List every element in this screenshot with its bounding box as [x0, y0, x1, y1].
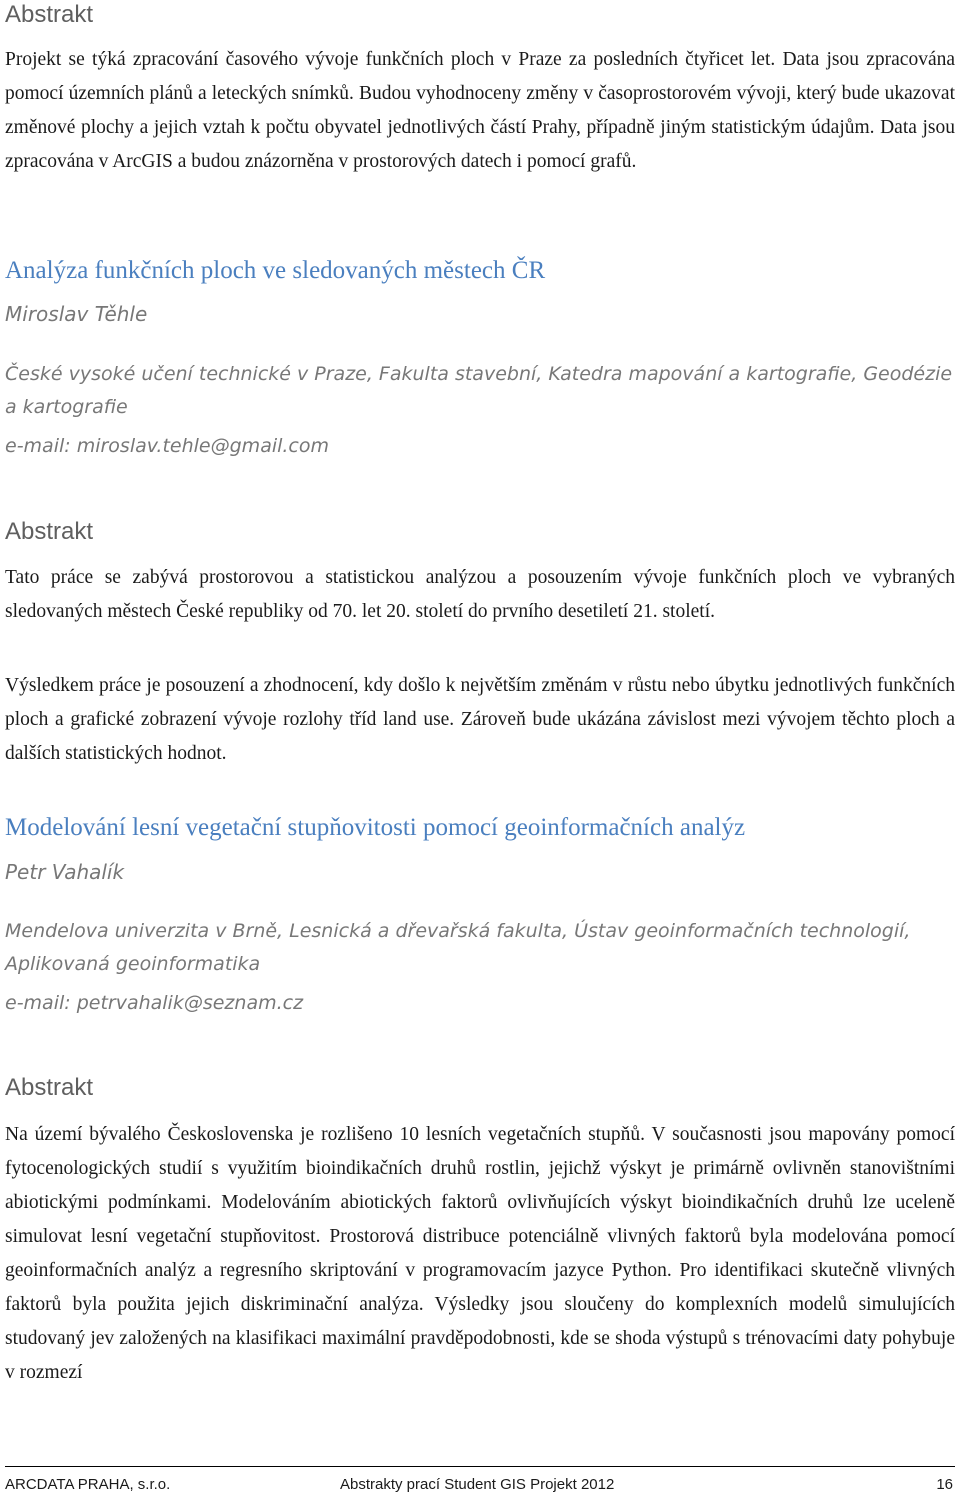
page-number: 16 — [936, 1476, 953, 1493]
article-title: Analýza funkčních ploch ve sledovaných městech ČR — [5, 257, 546, 284]
abstract-paragraph: Na území bývalého Československa je rozlišeno 10 lesních vegetačních stupňů. V současnosti jsou mapovány pomocí fytocenologických studií s využitím bioindikačních druhů rostlin, jejichž výskyt je primárně ovlivněn stanovištními abiotickými podmínkami. Modelováním abiotických faktorů ovlivňujících výskyt bioindikačních druhů lze uceleně simulovat lesní vegetační stupňovitost. Prostorová distribuce potenciálně vlivných faktorů byla modelována pomocí geoinformačních analýz a regresního skriptování v programovacím jazyce Python. Pro identifikaci skutečně vlivných faktorů byla použita jejich diskriminační analýza. Výsledky jsou sloučeny do komplexních modelů simulujících studovaný jev založených na klasifikaci maximální pravděpodobnosti, kde se shoda výstupů s trénovacími daty pohybuje v rozmezí — [5, 1124, 955, 1383]
page-footer — [5, 1466, 955, 1493]
abstract-heading: Abstrakt — [5, 1, 94, 28]
abstract-paragraph: Projekt se týká zpracování časového vývoje funkčních ploch v Praze za posledních čtyřicet let. Data jsou zpracována pomocí územních plánů a leteckých snímků. Budou vyhodnoceny změny v časoprostorovém vývoji, který bude ukazovat změnové plochy a jejich vztah k počtu obyvatel jednotlivých částí Prahy, případně jiným statistickým údajům. Data jsou zpracována v ArcGIS a budou znázorněna v prostorových datech i pomocí grafů. — [5, 49, 955, 172]
author-email: e-mail: petrvahalik@seznam.cz — [5, 992, 304, 1014]
author-email: e-mail: miroslav.tehle@gmail.com — [5, 435, 330, 457]
article-title: Modelování lesní vegetační stupňovitosti pomocí geoinformačních analýz — [5, 814, 746, 841]
abstract-heading: Abstrakt — [5, 518, 94, 545]
footer-publisher: ARCDATA PRAHA, s.r.o. — [5, 1476, 171, 1493]
abstract-heading: Abstrakt — [5, 1074, 94, 1101]
article-affiliation: Mendelova univerzita v Brně, Lesnická a dřevařská fakulta, Ústav geoinformačních technologií, Aplikovaná geoinformatika — [5, 920, 911, 975]
article-author: Petr Vahalík — [5, 860, 125, 884]
article-affiliation: České vysoké učení technické v Praze, Fakulta stavební, Katedra mapování a kartografie, Geodézie a kartografie — [5, 363, 953, 418]
article-author: Miroslav Těhle — [5, 302, 148, 326]
footer-publication: Abstrakty prací Student GIS Projekt 2012 — [340, 1476, 615, 1493]
abstract-paragraph: Tato práce se zabývá prostorovou a statistickou analýzou a posouzením vývoje funkčních ploch ve vybraných sledovaných městech České republiky od 70. let 20. století do prvního desetiletí 21. století. — [5, 567, 955, 622]
abstract-paragraph: Výsledkem práce je posouzení a zhodnocení, kdy došlo k největším změnám v růstu nebo úbytku jednotlivých funkčních ploch a grafické zobrazení vývoje rozlohy tříd land use. Zároveň bude ukázána závislost mezi vývojem těchto ploch a dalších statistických hodnot. — [5, 675, 955, 764]
